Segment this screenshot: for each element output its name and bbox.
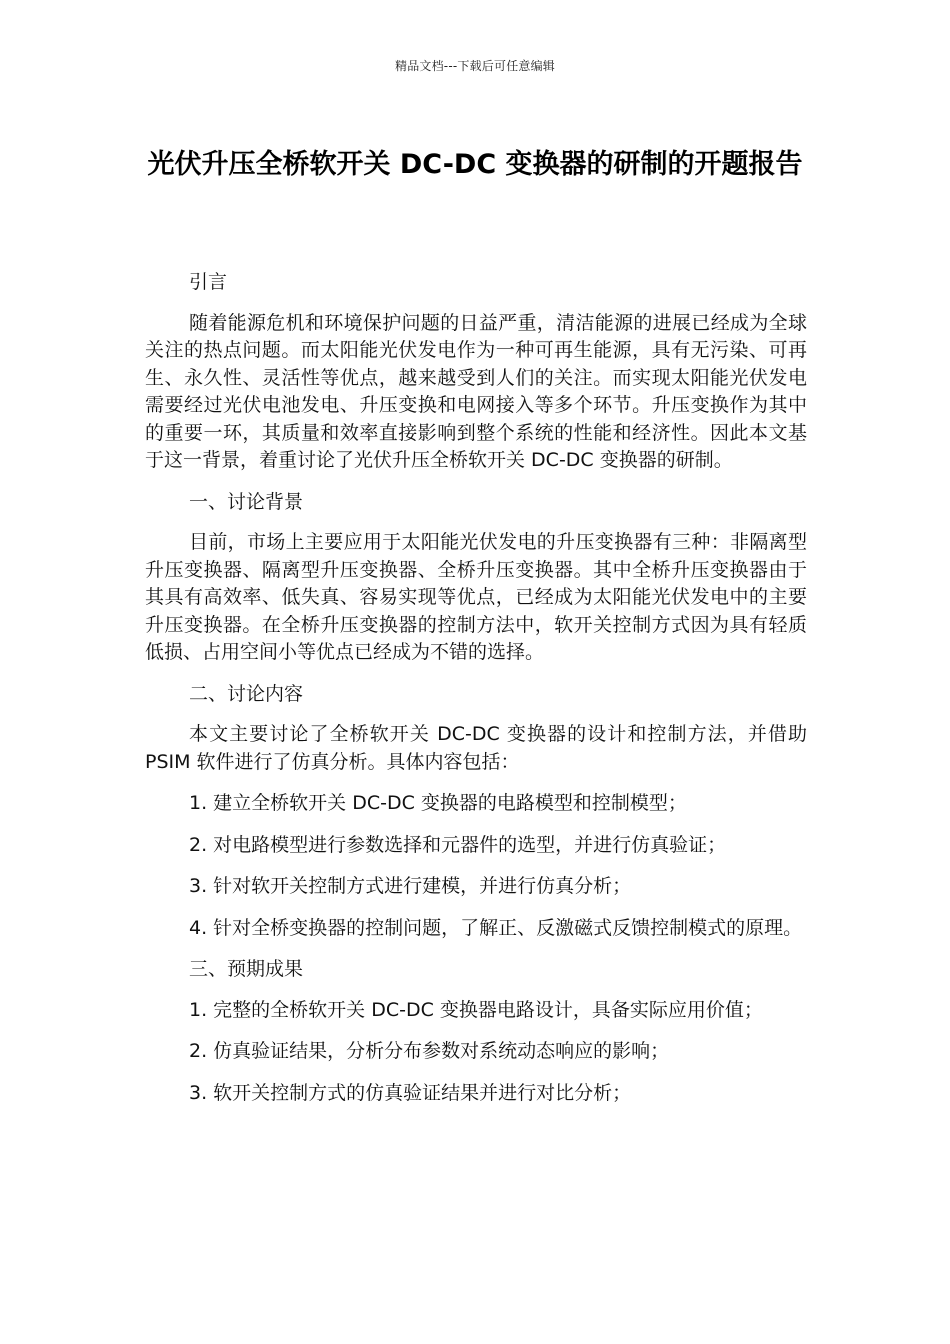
content-list-item: 4. 针对全桥变换器的控制问题，了解正、反激磁式反馈控制模式的原理。 [189,916,803,939]
content-list-item: 1. 建立全桥软开关 DC-DC 变换器的电路模型和控制模型； [189,792,687,814]
results-list-item: 2. 仿真验证结果，分析分布参数对系统动态响应的影响； [189,1040,670,1062]
content-list-item: 3. 针对软开关控制方式进行建模，并进行仿真分析； [189,875,632,897]
results-heading: 三、预期成果 [189,958,304,980]
results-list-item: 1. 完整的全桥软开关 DC-DC 变换器电路设计，具备实际应用价值； [189,998,763,1021]
background-paragraph: 目前，市场上主要应用于太阳能光伏发电的升压变换器有三种：非隔离型升压变换器、隔离型升压变换器、全桥升压变换器。其中全桥升压变换器由于其具有高效率、低失真、容易实现等优点，已经成为太阳能光伏发电中的主要升压变换器。在全桥升压变换器的控制方法中，软开关控制方式因为具有轻质低损、占用空间小等优点已经成为不错的选择。 [145,531,807,663]
header-note: 精品文档---下载后可任意编辑 [395,59,555,73]
intro-heading: 引言 [189,271,228,293]
content-paragraph: 本文主要讨论了全桥软开关 DC-DC 变换器的设计和控制方法，并借助 PSIM 软件进行了仿真分析。具体内容包括： [145,723,807,773]
content-list-item: 2. 对电路模型进行参数选择和元器件的选型，并进行仿真验证； [189,833,727,856]
intro-paragraph: 随着能源危机和环境保护问题的日益严重，清洁能源的进展已经成为全球关注的热点问题。而太阳能光伏发电作为一种可再生能源，具有无污染、可再生、永久性、灵活性等优点，越来越受到人们的关注。而实现太阳能光伏发电需要经过光伏电池发电、升压变换和电网接入等多个环节。升压变换作为其中的重要一环，其质量和效率直接影响到整个系统的性能和经济性。因此本文基于这一背景，着重讨论了光伏升压全桥软开关 DC-DC 变换器的研制。 [145,311,807,471]
document-body [145,269,807,1121]
background-heading: 一、讨论背景 [189,490,304,513]
content-heading: 二、讨论内容 [189,682,304,705]
document-title: 光伏升压全桥软开关 DC-DC 变换器的研制的开题报告 [147,149,803,180]
results-list-item: 3. 软开关控制方式的仿真验证结果并进行对比分析； [189,1081,632,1104]
